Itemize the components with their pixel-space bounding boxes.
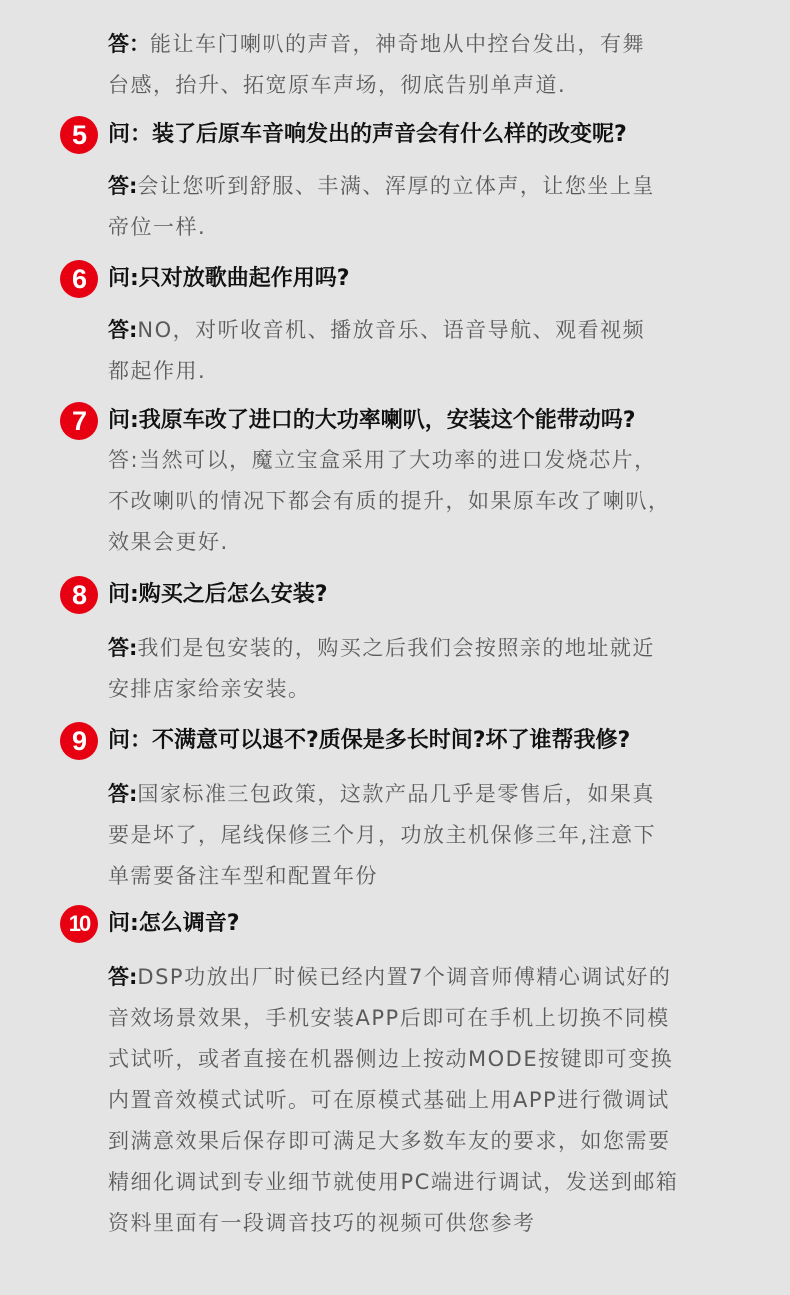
answer-line: 答:NO，对听收音机、播放音乐、语音导航、观看视频 — [108, 318, 646, 342]
answer-line: 资料里面有一段调音技巧的视频可供您参考 — [108, 1211, 536, 1235]
question-text: 问:怎么调音? — [108, 911, 240, 936]
answer-line: 帝位一样. — [108, 215, 207, 239]
answer-line: 式试听，或者直接在机器侧边上按动MODE按键即可变换 — [108, 1047, 674, 1071]
answer-line: 答:当然可以，魔立宝盒采用了大功率的进口发烧芯片， — [108, 448, 657, 472]
answer-text — [108, 24, 728, 106]
answer-line: 都起作用. — [108, 359, 207, 383]
number-badge-5: 5 — [60, 116, 98, 154]
answer-text — [108, 166, 728, 248]
answer-line: 答:会让您听到舒服、丰满、浑厚的立体声，让您坐上皇 — [108, 174, 655, 198]
number-badge-9: 9 — [60, 722, 98, 760]
answer-line: 答:我们是包安装的，购买之后我们会按照亲的地址就近 — [108, 636, 655, 660]
answer-text — [108, 774, 728, 897]
answer-line: 答:国家标准三包政策，这款产品几乎是零售后，如果真 — [108, 782, 655, 806]
answer-line: 答:DSP功放出厂时候已经内置7个调音师傅精心调试好的 — [108, 965, 672, 989]
number-badge-7: 7 — [60, 402, 98, 440]
question-text: 问：装了后原车音响发出的声音会有什么样的改变呢? — [108, 122, 627, 147]
answer-line: 到满意效果后保存即可满足大多数车友的要求，如您需要 — [108, 1129, 671, 1153]
answer-text — [108, 628, 728, 710]
answer-line: 效果会更好. — [108, 530, 229, 554]
answer-text — [108, 440, 728, 563]
answer-line: 安排店家给亲安装。 — [108, 677, 311, 701]
number-badge-10: 10 — [60, 905, 98, 943]
answer-text — [108, 310, 728, 392]
question-text: 问:只对放歌曲起作用吗? — [108, 266, 350, 291]
question-text: 问:我原车改了进口的大功率喇叭，安装这个能带动吗? — [108, 408, 636, 433]
question-text: 问：不满意可以退不?质保是多长时间?坏了谁帮我修? — [108, 728, 631, 753]
answer-line: 要是坏了，尾线保修三个月，功放主机保修三年,注意下 — [108, 823, 657, 847]
answer-line: 不改喇叭的情况下都会有质的提升，如果原车改了喇叭， — [108, 489, 671, 513]
answer-line: 精细化调试到专业细节就使用PC端进行调试，发送到邮箱 — [108, 1170, 679, 1194]
number-badge-8: 8 — [60, 576, 98, 614]
answer-text — [108, 957, 728, 1244]
answer-line: 答：能让车门喇叭的声音，神奇地从中控台发出，有舞 — [108, 32, 645, 56]
answer-line: 单需要备注车型和配置年份 — [108, 864, 378, 888]
answer-line: 音效场景效果，手机安装APP后即可在手机上切换不同模 — [108, 1006, 670, 1030]
answer-line: 内置音效模式试听。可在原模式基础上用APP进行微调试 — [108, 1088, 670, 1112]
answer-line: 台感，抬升、拓宽原车声场，彻底告别单声道. — [108, 73, 567, 97]
number-badge-6: 6 — [60, 260, 98, 298]
question-text: 问:购买之后怎么安装? — [108, 582, 328, 607]
